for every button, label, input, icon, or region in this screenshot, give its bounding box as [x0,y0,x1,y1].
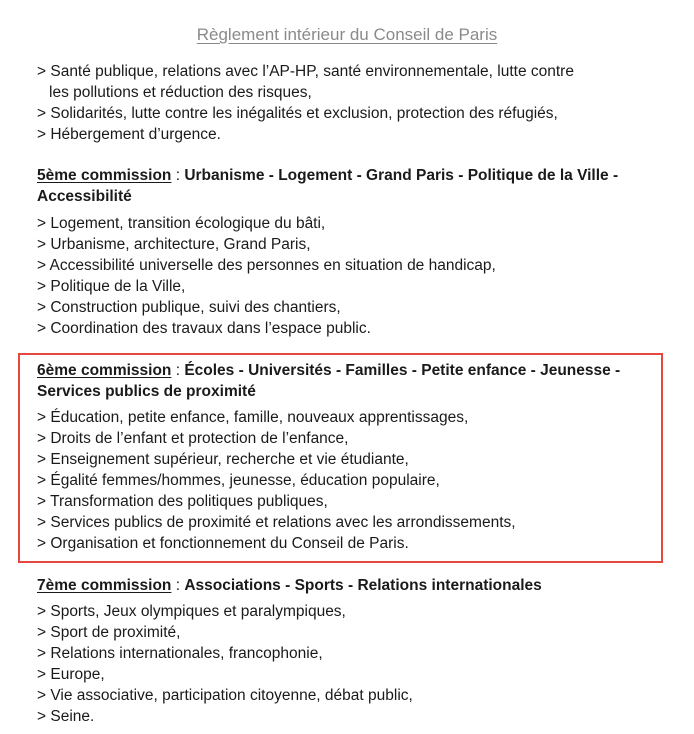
list-item: > Transformation des politiques publiques, [37,493,328,510]
commission-6-section [37,360,657,554]
list-item-continuation: les pollutions et réduction des risques, [49,84,312,101]
list-item: > Éducation, petite enfance, famille, nouveaux apprentissages, [37,409,469,426]
list-item: > Logement, transition écologique du bâti, [37,215,326,232]
list-item: > Politique de la Ville, [37,278,186,295]
commission-7-section [37,575,657,727]
commission-5-topics-line2: Accessibilité [37,188,132,205]
commission-7-name: 7ème commission [37,577,172,594]
intro-list [37,61,657,145]
list-item: > Égalité femmes/hommes, jeunesse, éducation populaire, [37,472,440,489]
list-item: > Construction publique, suivi des chantiers, [37,299,341,316]
list-item: > Europe, [37,666,105,683]
commission-5-topics-line1: Urbanisme - Logement - Grand Paris - Politique de la Ville - [184,167,619,184]
list-item: > Vie associative, participation citoyenne, débat public, [37,687,413,704]
list-item: > Organisation et fonctionnement du Conseil de Paris. [37,535,409,552]
list-item: > Hébergement d’urgence. [37,126,221,143]
commission-5-section [37,165,657,339]
commission-6-title: 6ème commission : Écoles - Universités - Familles - Petite enfance - Jeunesse - [37,362,621,379]
list-item: > Services publics de proximité et relations avec les arrondissements, [37,514,516,531]
commission-5-title: 5ème commission : Urbanisme - Logement - Grand Paris - Politique de la Ville - [37,167,619,184]
commission-7-topics: Associations - Sports - Relations internationales [184,577,542,594]
list-item: > Coordination des travaux dans l’espace public. [37,320,371,337]
list-item: > Enseignement supérieur, recherche et vie étudiante, [37,451,409,468]
list-item: > Relations internationales, francophonie, [37,645,323,662]
commission-6-topics-line1: Écoles - Universités - Familles - Petite enfance - Jeunesse - [184,362,621,379]
list-item: > Seine. [37,708,95,725]
document-header: Règlement intérieur du Conseil de Paris [196,25,498,44]
list-item: > Urbanisme, architecture, Grand Paris, [37,236,311,253]
commission-6-topics-line2: Services publics de proximité [37,383,256,400]
commission-5-name: 5ème commission [37,167,172,184]
list-item: > Sport de proximité, [37,624,181,641]
commission-7-title: 7ème commission : Associations - Sports - Relations internationales [37,577,542,594]
list-item: > Accessibilité universelle des personnes en situation de handicap, [37,257,496,274]
list-item: > Solidarités, lutte contre les inégalités et exclusion, protection des réfugiés, [37,105,558,122]
list-item: > Droits de l’enfant et protection de l’enfance, [37,430,349,447]
list-item: > Santé publique, relations avec l’AP-HP, santé environnementale, lutte contre [37,63,574,80]
commission-6-name: 6ème commission [37,362,172,379]
list-item: > Sports, Jeux olympiques et paralympiques, [37,603,346,620]
